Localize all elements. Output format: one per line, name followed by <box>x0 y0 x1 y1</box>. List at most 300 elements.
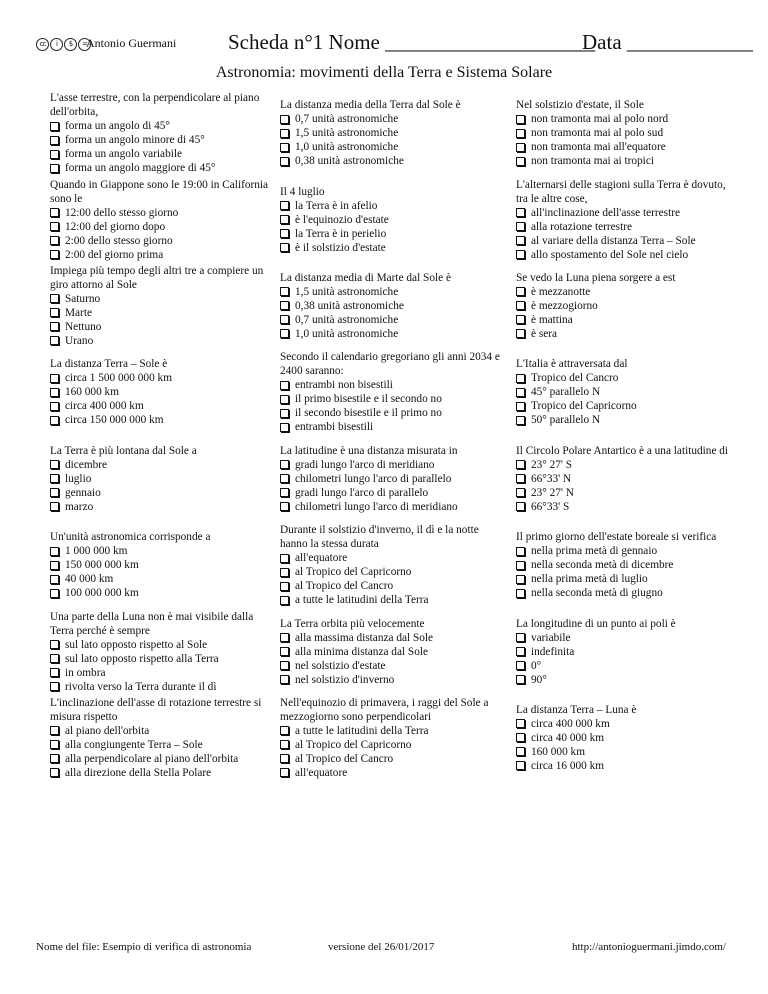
answer-option[interactable] <box>280 327 506 341</box>
answer-option[interactable] <box>516 154 730 168</box>
answer-label: 50° parallelo N <box>531 414 601 427</box>
answer-option[interactable] <box>50 586 270 600</box>
answer-option[interactable] <box>516 385 730 399</box>
checkbox-icon[interactable] <box>50 768 59 777</box>
creative-commons-license-icon: cc i $ = <box>36 38 92 51</box>
answer-option[interactable] <box>280 126 506 140</box>
footer-url[interactable]: http://antonioguermani.jimdo.com/ <box>572 941 726 953</box>
answer-option[interactable] <box>280 199 506 213</box>
checkbox-icon[interactable] <box>516 129 525 138</box>
answer-label: al Tropico del Capricorno <box>295 738 412 751</box>
answer-label: alla minima distanza dal Sole <box>295 645 429 658</box>
answer-label: 1,5 unità astronomiche <box>295 285 399 298</box>
question-block <box>516 90 740 176</box>
answer-option[interactable] <box>50 558 270 572</box>
answer-label: alla perpendicolare al piano dell'orbita <box>65 752 239 765</box>
checkbox-icon[interactable] <box>516 301 525 310</box>
answer-option[interactable] <box>50 666 270 680</box>
answer-option[interactable] <box>50 638 270 652</box>
question-block <box>280 90 516 176</box>
answer-option[interactable] <box>280 486 506 500</box>
checkbox-icon[interactable] <box>516 747 525 756</box>
answer-option[interactable] <box>516 759 730 773</box>
answer-label: 1,0 unità astronomiche <box>295 327 399 340</box>
question-text: La longitudine di un punto ai poli è <box>516 617 676 630</box>
answer-label: 1,5 unità astronomiche <box>295 127 399 140</box>
answer-option[interactable] <box>280 227 506 241</box>
answer-option[interactable] <box>516 586 730 600</box>
question-block <box>50 176 280 262</box>
answer-label: chilometri lungo l'arco di parallelo <box>295 472 452 485</box>
answer-option[interactable] <box>280 766 506 780</box>
checkbox-icon[interactable] <box>280 381 289 390</box>
answer-label: non tramonta mai all'equatore <box>531 141 666 154</box>
answer-option[interactable] <box>516 413 730 427</box>
checkbox-icon[interactable] <box>280 329 289 338</box>
answer-option[interactable] <box>280 213 506 227</box>
answer-option[interactable] <box>50 486 270 500</box>
answer-option[interactable] <box>516 140 730 154</box>
answer-label: entrambi bisestili <box>295 421 374 434</box>
answer-label: alla massima distanza dal Sole <box>295 631 434 644</box>
checkbox-icon[interactable] <box>50 374 59 383</box>
question-text: La distanza media di Marte dal Sole è <box>280 271 451 284</box>
question-block <box>280 695 516 781</box>
checkbox-icon[interactable] <box>50 561 59 570</box>
answer-option[interactable] <box>516 673 730 687</box>
question-text: Secondo il calendario gregoriano gli anni 2034 e 2400 saranno: <box>280 351 500 378</box>
answer-label: dicembre <box>65 458 108 471</box>
answer-option[interactable] <box>280 299 506 313</box>
checkbox-icon[interactable] <box>280 740 289 749</box>
answer-option[interactable] <box>280 579 506 593</box>
checkbox-icon[interactable] <box>516 315 525 324</box>
answer-option[interactable] <box>516 745 730 759</box>
answer-option[interactable] <box>280 406 506 420</box>
answer-label: 12:00 dello stesso giorno <box>65 206 179 219</box>
answer-label: al piano dell'orbita <box>65 724 150 737</box>
answer-label: gradi lungo l'arco di meridiano <box>295 458 435 471</box>
checkbox-icon[interactable] <box>516 502 525 511</box>
questions-grid <box>50 90 740 880</box>
answer-option[interactable] <box>280 112 506 126</box>
answer-option[interactable] <box>280 738 506 752</box>
answer-option[interactable] <box>516 659 730 673</box>
answer-option[interactable] <box>516 500 730 514</box>
answer-label: è mattina <box>531 313 573 326</box>
answer-label: rivolta verso la Terra durante il dì <box>65 680 217 693</box>
checkbox-icon[interactable] <box>50 308 59 317</box>
answer-label: nel solstizio d'inverno <box>295 673 395 686</box>
checkbox-icon[interactable] <box>516 208 525 217</box>
checkbox-icon[interactable] <box>280 157 289 166</box>
answer-label: 0° <box>531 659 542 672</box>
checkbox-icon[interactable] <box>50 122 59 131</box>
question-block <box>516 695 740 781</box>
checkbox-icon[interactable] <box>516 460 525 469</box>
answer-option[interactable] <box>516 645 730 659</box>
answer-option[interactable] <box>280 593 506 607</box>
question-block <box>50 90 280 176</box>
checkbox-icon[interactable] <box>516 633 525 642</box>
answer-label: non tramonta mai ai tropici <box>531 155 654 168</box>
checkbox-icon[interactable] <box>50 682 59 691</box>
answer-option[interactable] <box>50 752 270 766</box>
answer-label: alla direzione della Stella Polare <box>65 766 212 779</box>
question-block <box>280 608 516 694</box>
answer-option[interactable] <box>280 673 506 687</box>
question-block <box>50 349 280 435</box>
answer-option[interactable] <box>516 572 730 586</box>
answer-option[interactable] <box>50 133 270 147</box>
checkbox-icon[interactable] <box>280 229 289 238</box>
answer-label: chilometri lungo l'arco di meridiano <box>295 500 458 513</box>
answer-label: 45° parallelo N <box>531 386 601 399</box>
answer-label: all'equatore <box>295 552 348 565</box>
answer-option[interactable] <box>516 327 730 341</box>
answer-label: è mezzanotte <box>531 285 591 298</box>
answer-label: 2:00 del giorno prima <box>65 248 164 261</box>
answer-option[interactable] <box>50 334 270 348</box>
question-text: La distanza media della Terra dal Sole è <box>280 99 461 112</box>
answer-label: gradi lungo l'arco di parallelo <box>295 486 429 499</box>
checkbox-icon[interactable] <box>50 336 59 345</box>
checkbox-icon[interactable] <box>516 547 525 556</box>
answer-label: allo spostamento del Sole nel cielo <box>531 248 689 261</box>
answer-label: sul lato opposto rispetto al Sole <box>65 638 208 651</box>
answer-label: Saturno <box>65 292 101 305</box>
answer-label: in ombra <box>65 666 106 679</box>
question-text: La Terra è più lontana dal Sole a <box>50 444 197 457</box>
answer-label: variabile <box>531 631 571 644</box>
question-block <box>280 263 516 349</box>
question-text: Impiega più tempo degli altri tre a compiere un giro attorno al Sole <box>50 264 264 291</box>
checkbox-icon[interactable] <box>280 287 289 296</box>
answer-option[interactable] <box>50 371 270 385</box>
answer-option[interactable] <box>280 241 506 255</box>
checkbox-icon[interactable] <box>280 474 289 483</box>
question-block <box>516 349 740 435</box>
answer-option[interactable] <box>50 724 270 738</box>
answer-label: circa 40 000 km <box>531 731 605 744</box>
answer-label: 23° 27' S <box>531 458 573 471</box>
answer-option[interactable] <box>50 206 270 220</box>
checkbox-icon[interactable] <box>50 250 59 259</box>
answer-label: non tramonta mai al polo sud <box>531 127 664 140</box>
answer-option[interactable] <box>50 306 270 320</box>
checkbox-icon[interactable] <box>50 164 59 173</box>
answer-label: 40 000 km <box>65 573 114 586</box>
answer-label: al Tropico del Capricorno <box>295 566 412 579</box>
checkbox-icon[interactable] <box>516 287 525 296</box>
answer-label: non tramonta mai al polo nord <box>531 113 669 126</box>
answer-label: 160 000 km <box>531 745 585 758</box>
answer-option[interactable] <box>50 292 270 306</box>
answer-option[interactable] <box>516 544 730 558</box>
checkbox-icon[interactable] <box>280 115 289 124</box>
checkbox-icon[interactable] <box>280 201 289 210</box>
checkbox-icon[interactable] <box>50 654 59 663</box>
checkbox-icon[interactable] <box>50 460 59 469</box>
checkbox-icon[interactable] <box>516 222 525 231</box>
answer-label: al Tropico del Cancro <box>295 752 394 765</box>
question-text: L'alternarsi delle stagioni sulla Terra è dovuto, tra le altre cose, <box>516 178 726 205</box>
checkbox-icon[interactable] <box>280 661 289 670</box>
answer-label: nella prima metà di gennaio <box>531 545 658 558</box>
checkbox-icon[interactable] <box>50 502 59 511</box>
answer-label: entrambi non bisestili <box>295 379 393 392</box>
answer-option[interactable] <box>50 652 270 666</box>
answer-option[interactable] <box>280 631 506 645</box>
date-line: Data ____________ <box>582 30 753 54</box>
answer-label: è mezzogiorno <box>531 299 598 312</box>
checkbox-icon[interactable] <box>50 208 59 217</box>
checkbox-icon[interactable] <box>280 568 289 577</box>
answer-label: Tropico del Capricorno <box>531 400 637 413</box>
answer-option[interactable] <box>280 313 506 327</box>
checkbox-icon[interactable] <box>280 243 289 252</box>
checkbox-icon[interactable] <box>516 402 525 411</box>
answer-label: Nettuno <box>65 320 102 333</box>
answer-option[interactable] <box>50 738 270 752</box>
checkbox-icon[interactable] <box>280 647 289 656</box>
answer-option[interactable] <box>50 320 270 334</box>
checkbox-icon[interactable] <box>516 733 525 742</box>
answer-option[interactable] <box>280 472 506 486</box>
answer-option[interactable] <box>50 220 270 234</box>
checkbox-icon[interactable] <box>280 554 289 563</box>
answer-option[interactable] <box>516 486 730 500</box>
checkbox-icon[interactable] <box>516 647 525 656</box>
answer-option[interactable] <box>50 680 270 694</box>
answer-option[interactable] <box>280 752 506 766</box>
checkbox-icon[interactable] <box>516 474 525 483</box>
answer-option[interactable] <box>50 385 270 399</box>
checkbox-icon[interactable] <box>50 388 59 397</box>
answer-option[interactable] <box>50 161 270 175</box>
answer-option[interactable] <box>280 392 506 406</box>
question-block <box>50 263 280 349</box>
checkbox-icon[interactable] <box>50 150 59 159</box>
answer-option[interactable] <box>50 234 270 248</box>
question-block <box>516 608 740 694</box>
answer-option[interactable] <box>516 717 730 731</box>
answer-label: 0,38 unità astronomiche <box>295 155 404 168</box>
answer-option[interactable] <box>280 140 506 154</box>
checkbox-icon[interactable] <box>280 315 289 324</box>
answer-option[interactable] <box>280 458 506 472</box>
answer-option[interactable] <box>50 248 270 262</box>
checkbox-icon[interactable] <box>280 395 289 404</box>
checkbox-icon[interactable] <box>280 423 289 432</box>
header <box>36 30 753 60</box>
checkbox-icon[interactable] <box>280 768 289 777</box>
answer-label: 66°33' N <box>531 472 572 485</box>
answer-option[interactable] <box>280 285 506 299</box>
checkbox-icon[interactable] <box>50 488 59 497</box>
answer-label: 1,0 unità astronomiche <box>295 141 399 154</box>
answer-option[interactable] <box>280 724 506 738</box>
checkbox-icon[interactable] <box>280 726 289 735</box>
checkbox-icon[interactable] <box>280 633 289 642</box>
question-block <box>280 436 516 522</box>
answer-option[interactable] <box>516 558 730 572</box>
answer-option[interactable] <box>516 731 730 745</box>
answer-label: 66°33' S <box>531 500 570 513</box>
answer-label: 100 000 000 km <box>65 587 139 600</box>
answer-label: alla rotazione terrestre <box>531 220 632 233</box>
question-text: Il 4 luglio <box>280 185 325 198</box>
question-text: L'asse terrestre, con la perpendicolare al piano dell'orbita, <box>50 92 260 119</box>
checkbox-icon[interactable] <box>50 740 59 749</box>
answer-label: è il solstizio d'estate <box>295 241 386 254</box>
answer-label: la Terra è in perielio <box>295 227 387 240</box>
question-block <box>50 695 280 781</box>
answer-option[interactable] <box>280 565 506 579</box>
answer-option[interactable] <box>280 645 506 659</box>
author-name: Antonio Guermani <box>86 36 177 50</box>
answer-option[interactable] <box>280 420 506 434</box>
answer-label: 160 000 km <box>65 386 119 399</box>
checkbox-icon[interactable] <box>516 761 525 770</box>
answer-option[interactable] <box>280 659 506 673</box>
checkbox-icon[interactable] <box>280 675 289 684</box>
checkbox-icon[interactable] <box>50 236 59 245</box>
question-text: Nell'equinozio di primavera, i raggi del Sole a mezzogiorno sono perpendicolari <box>280 696 489 723</box>
checkbox-icon[interactable] <box>50 547 59 556</box>
checkbox-icon[interactable] <box>280 215 289 224</box>
answer-label: sul lato opposto rispetto alla Terra <box>65 652 219 665</box>
checkbox-icon[interactable] <box>50 668 59 677</box>
checkbox-icon[interactable] <box>516 416 525 425</box>
checkbox-icon[interactable] <box>280 409 289 418</box>
checkbox-icon[interactable] <box>516 719 525 728</box>
answer-option[interactable] <box>516 313 730 327</box>
question-text: Il primo giorno dell'estate boreale si verifica <box>516 531 717 544</box>
answer-label: circa 400 000 km <box>65 400 144 413</box>
checkbox-icon[interactable] <box>516 329 525 338</box>
answer-option[interactable] <box>516 234 730 248</box>
answer-option[interactable] <box>50 147 270 161</box>
checkbox-icon[interactable] <box>50 474 59 483</box>
checkbox-icon[interactable] <box>280 754 289 763</box>
checkbox-icon[interactable] <box>516 575 525 584</box>
answer-option[interactable] <box>516 472 730 486</box>
checkbox-icon[interactable] <box>50 136 59 145</box>
answer-option[interactable] <box>50 766 270 780</box>
answer-option[interactable] <box>50 500 270 514</box>
checkbox-icon[interactable] <box>516 250 525 259</box>
answer-option[interactable] <box>516 285 730 299</box>
answer-label: circa 16 000 km <box>531 759 605 772</box>
checkbox-icon[interactable] <box>50 322 59 331</box>
checkbox-icon[interactable] <box>50 754 59 763</box>
worksheet-title-name-line: Scheda n°1 Nome ____________________ <box>228 30 596 54</box>
answer-label: alla congiungente Terra – Sole <box>65 738 203 751</box>
checkbox-icon[interactable] <box>516 374 525 383</box>
answer-label: nel solstizio d'estate <box>295 659 386 672</box>
checkbox-icon[interactable] <box>516 561 525 570</box>
checkbox-icon[interactable] <box>50 726 59 735</box>
answer-option[interactable] <box>50 458 270 472</box>
checkbox-icon[interactable] <box>516 388 525 397</box>
answer-option[interactable] <box>280 500 506 514</box>
question-block <box>50 436 280 522</box>
answer-option[interactable] <box>516 371 730 385</box>
footer-file-name: Nome del file: Esempio di verifica di astronomia <box>36 941 252 953</box>
question-text: L'Italia è attraversata dal <box>516 358 628 371</box>
answer-label: al variare della distanza Terra – Sole <box>531 234 696 247</box>
question-block <box>516 263 740 349</box>
checkbox-icon[interactable] <box>516 115 525 124</box>
answer-option[interactable] <box>516 248 730 262</box>
answer-option[interactable] <box>50 119 270 133</box>
checkbox-icon[interactable] <box>516 236 525 245</box>
answer-option[interactable] <box>280 551 506 565</box>
checkbox-icon[interactable] <box>516 488 525 497</box>
answer-option[interactable] <box>50 413 270 427</box>
checkbox-icon[interactable] <box>280 582 289 591</box>
question-block <box>280 349 516 435</box>
answer-option[interactable] <box>516 126 730 140</box>
checkbox-icon[interactable] <box>280 129 289 138</box>
answer-option[interactable] <box>50 472 270 486</box>
checkbox-icon[interactable] <box>50 640 59 649</box>
checkbox-icon[interactable] <box>280 596 289 605</box>
checkbox-icon[interactable] <box>50 416 59 425</box>
answer-label: è l'equinozio d'estate <box>295 213 389 226</box>
answer-option[interactable] <box>516 206 730 220</box>
checkbox-icon[interactable] <box>50 222 59 231</box>
checkbox-icon[interactable] <box>280 488 289 497</box>
checkbox-icon[interactable] <box>516 143 525 152</box>
checkbox-icon[interactable] <box>280 460 289 469</box>
question-text: La Terra orbita più velocemente <box>280 617 425 630</box>
answer-label: Urano <box>65 334 94 347</box>
answer-option[interactable] <box>516 112 730 126</box>
answer-option[interactable] <box>280 154 506 168</box>
checkbox-icon[interactable] <box>516 157 525 166</box>
answer-label: circa 400 000 km <box>531 717 610 730</box>
checkbox-icon[interactable] <box>516 589 525 598</box>
answer-option[interactable] <box>50 544 270 558</box>
checkbox-icon[interactable] <box>50 589 59 598</box>
question-block <box>516 436 740 522</box>
checkbox-icon[interactable] <box>50 294 59 303</box>
answer-option[interactable] <box>280 378 506 392</box>
question-block <box>280 522 516 608</box>
checkbox-icon[interactable] <box>516 675 525 684</box>
checkbox-icon[interactable] <box>280 502 289 511</box>
question-text: Se vedo la Luna piena sorgere a est <box>516 271 676 284</box>
answer-label: Tropico del Cancro <box>531 372 619 385</box>
answer-label: forma un angolo di 45° <box>65 120 170 133</box>
answer-option[interactable] <box>516 631 730 645</box>
answer-option[interactable] <box>516 220 730 234</box>
answer-option[interactable] <box>50 399 270 413</box>
checkbox-icon[interactable] <box>516 661 525 670</box>
checkbox-icon[interactable] <box>280 301 289 310</box>
answer-option[interactable] <box>50 572 270 586</box>
answer-option[interactable] <box>516 299 730 313</box>
answer-option[interactable] <box>516 458 730 472</box>
answer-option[interactable] <box>516 399 730 413</box>
checkbox-icon[interactable] <box>50 575 59 584</box>
checkbox-icon[interactable] <box>50 402 59 411</box>
answer-label: Marte <box>65 306 92 319</box>
checkbox-icon[interactable] <box>280 143 289 152</box>
footer-version: versione del 26/01/2017 <box>328 941 435 953</box>
